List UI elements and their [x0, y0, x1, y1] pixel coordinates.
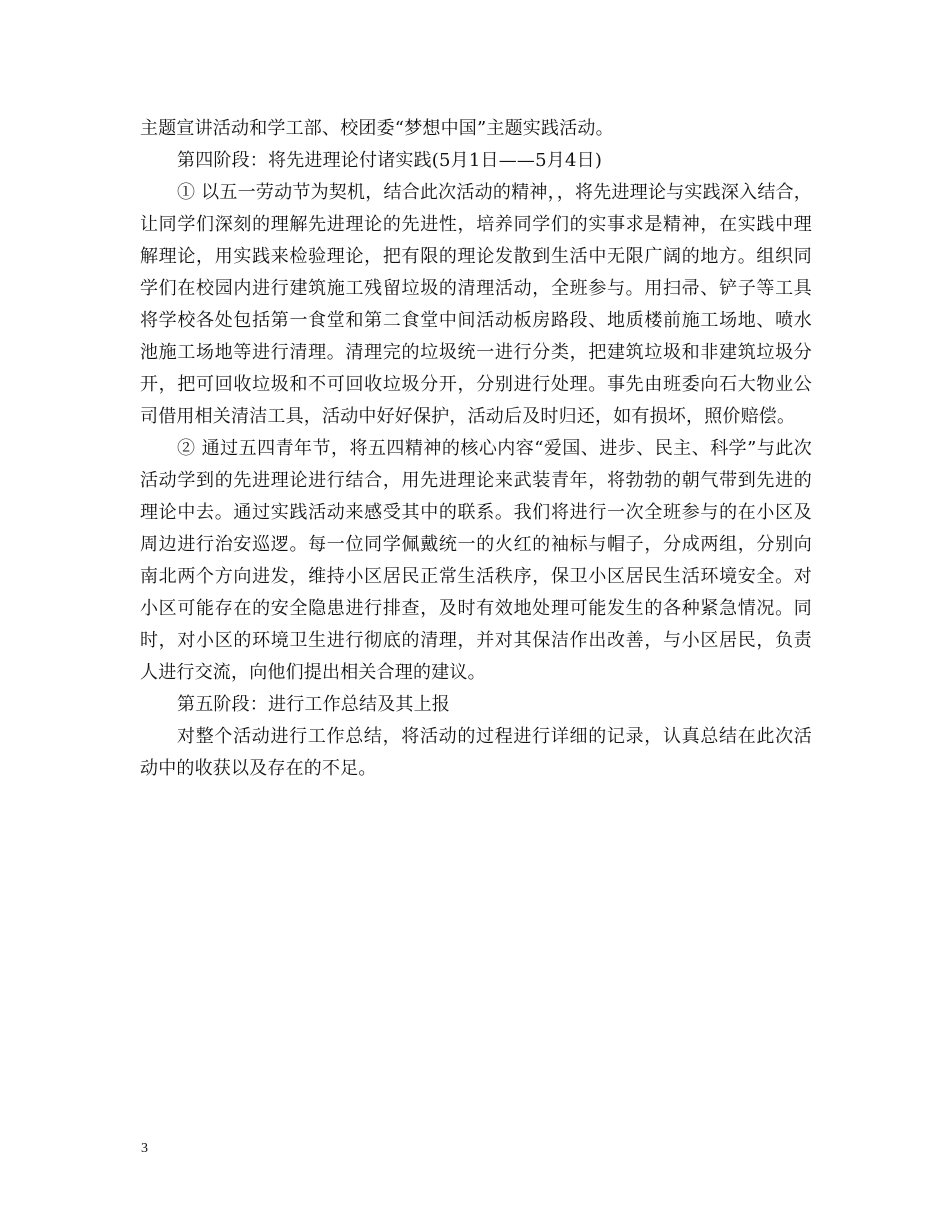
paragraph-continuation: 主题宣讲活动和学工部、校团委“梦想中国”主题实践活动。 [140, 118, 614, 139]
paragraph-stage-five-heading: 第五阶段：进行工作总结及其上报 [177, 694, 450, 715]
paragraph-labor-day-activity: ① 以五一劳动节为契机，结合此次活动的精神，，将先进理论与实践深入结合，让同学们深刻的理解先进理论的先进性，培养同学们的实事求是精神，在实践中理解理论，用实践来检验理论，把有限的理论发散到生活中无限广阔的地方。组织同学们在校园内进行建筑施工残留垃圾的清理活动，全班参与。用扫帚、铲子等工具将学校各处包括第一食堂和第二食堂中间活动板房路段、地质楼前施工场地、喷水池施工场地等进行清理。清理完的垃圾统一进行分类，把建筑垃圾和非建筑垃圾分开，把可回收垃圾和不可回收垃圾分开，分别进行处理。事先由班委向石大物业公司借用相关清洁工具，活动中好好保护，活动后及时归还，如有损坏，照价赔偿。 [140, 182, 812, 427]
document-body [140, 113, 812, 785]
paragraph-stage-four-heading: 第四阶段：将先进理论付诸实践(5月1日——5月4日) [177, 150, 603, 171]
paragraph-summary: 对整个活动进行工作总结，将活动的过程进行详细的记录，认真总结在此次活动中的收获以及存在的不足。 [140, 726, 812, 779]
page-number: 3 [141, 1141, 148, 1156]
paragraph-youth-day-activity: ② 通过五四青年节，将五四精神的核心内容“爱国、进步、民主、科学”与此次活动学到的先进理论进行结合，用先进理论来武装青年，将勃勃的朝气带到先进的理论中去。通过实践活动来感受其中的联系。我们将进行一次全班参与的在小区及周边进行治安巡逻。每一位同学佩戴统一的火红的袖标与帽子，分成两组，分别向南北两个方向进发，维持小区居民正常生活秩序，保卫小区居民生活环境安全。对小区可能存在的安全隐患进行排查，及时有效地处理可能发生的各种紧急情况。同时，对小区的环境卫生进行彻底的清理，并对其保洁作出改善，与小区居民，负责人进行交流，向他们提出相关合理的建议。 [140, 438, 812, 683]
